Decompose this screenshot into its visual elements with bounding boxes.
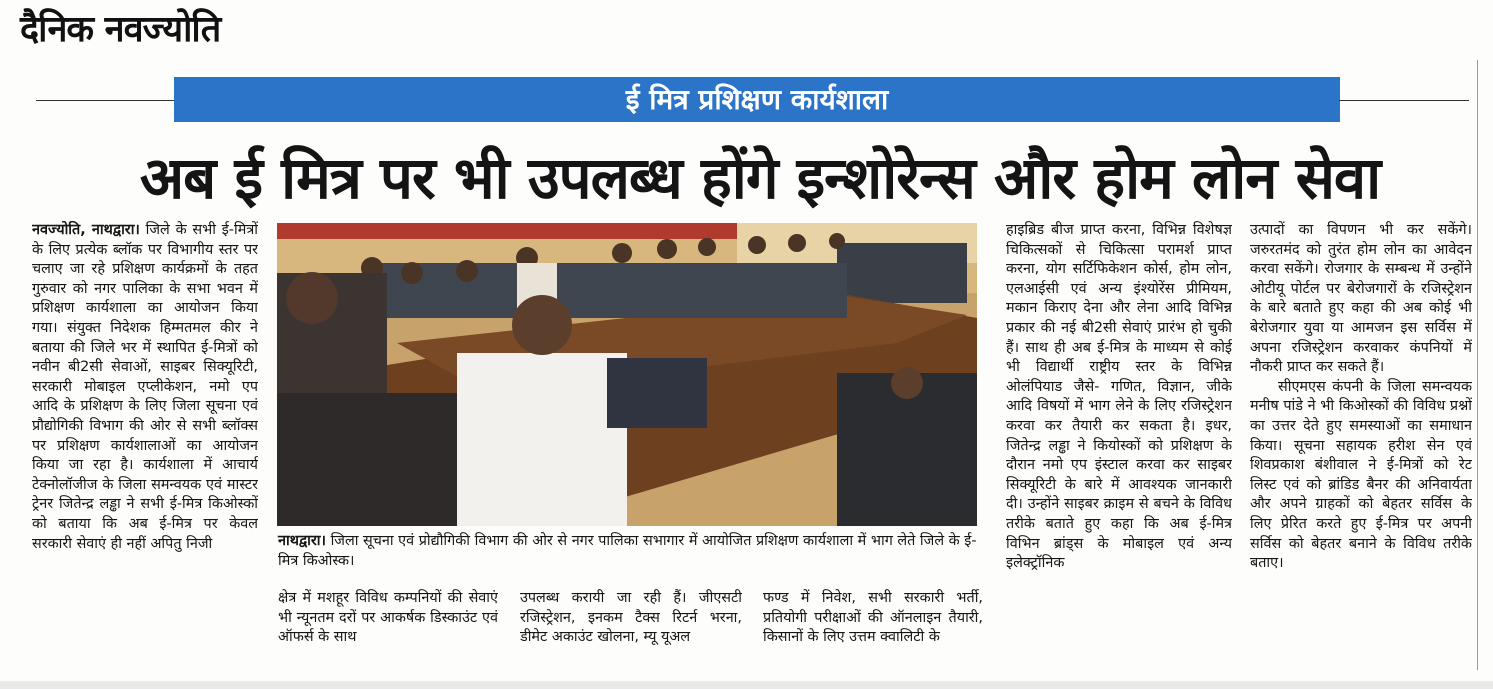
banner-rule-left [36,100,174,101]
news-photo [277,223,977,526]
masthead: दैनिक नवज्योति [20,9,221,50]
article-paragraph [1250,378,1472,574]
article-column-5 [1250,221,1472,671]
section-banner: ई मित्र प्रशिक्षण कार्यशाला [174,77,1340,122]
caption-text: जिला सूचना एवं प्रोद्यौगिकी विभाग की ओर से नगर पालिका सभागार में आयोजित प्रशिक्षण कार्यशाला में भाग लेते जिले के ई-मित्र किओस्क। [278,533,977,569]
article-text-col1: जिले के सभी ई-मित्रों के लिए प्रत्येक ब्लॉक पर विभागीय स्तर पर चलाए जा रहे प्रशिक्षण कार्यक्रमों के तहत गुरुवार को नगर पालिका के सभा भवन में प्रशिक्षण कार्यशाला का आयोजन किया गया। संयुक्त निदेशक हिम्मतमल कीर ने बताया की जिले भर में स्थापित ई-मित्रों को नवीन बी2सी सेवाओं, साइबर सिक्यूरिटी, सरकारी मोबाइल एप्लीकेशन, नमो एप आदि के प्रशिक्षण के लिए जिला सूचना एवं प्रौद्योगिकी विभाग की ओर से सभी ब्लॉक्स पर प्रशिक्षण कार्यशालाओं का आयोजन किया जा रहा है। कार्यशाला में आचार्य टेक्नोलॉजीज के जिला समन्वयक एवं मास्टर ट्रेनर जितेन्द्र लड्ढा ने सभी ई-मित्र किओस्कों को बताया कि अब ई-मित्र पर केवल सरकारी सेवाएं ही नहीं अपितु निजी [32,222,258,552]
dateline: नवज्योति, नाथद्वारा। [32,222,140,238]
headline: अब ई मित्र पर भी उपलब्ध होंगे इन्शोरेन्स और होम लोन सेवा [139,144,1381,212]
article-paragraph-text: सीएमएस कंपनी के जिला समन्वयक मनीष पांडे ने भी किओस्कों की विविध प्रश्नों का उत्तर देते हुए समस्याओं का समाधान किया। सूचना सहायक हरीश सेन एवं शिवप्रकाश बंशीवाल ने ई-मित्रों को रेट लिस्ट एवं को ब्रांडिड बैनर की अनिवार्यता और अपने ग्राहकों को बेहतर सर्विस के लिए प्रेरित करते हुए ई-मित्र पर अपनी सर्विस को बेहतर बनाने के विविध तरीके बताए। [1250,378,1472,572]
article-column-4: हाइब्रिड बीज प्राप्त करना, विभिन्न विशेषज्ञ चिकित्सकों से चिकित्सा परामर्श प्राप्त करना, योग सर्टिफिकेशन कोर्स, होम लोन, एलआईसी एवं अन्य इंश्योरेंस प्रीमियम, मकान किराए देना और लेना आदि विभिन्न प्रकार की नई बी2सी सेवाएं प्रारंभ हो चुकी हैं। साथ ही अब ई-मित्र के माध्यम से कोई भी विद्यार्थी राष्ट्रीय स्तर के विभिन्न ओलंपियाड जैसे- गणित, विज्ञान, जीके आदि विषयों में भाग लेने के लिए रजिस्ट्रेशन करवा कर तैयारी कर सकता है। इधर, जितेन्द्र लड्ढा ने कियोस्कों को प्रशिक्षण के दौरान नमो एप इंस्टाल करवा कर साइबर सिक्यूरिटी के बारे में आवश्यक जानकारी दी। उन्होंने साइबर क्राइम से बचने के विविध तरीके बताते हुए कहा कि अब ई-मित्र विभिन ब्रांड्स के मोबाइल एवं अन्य इलेक्ट्रॉनिक [1006,222,1232,572]
article-column-1 [32,221,258,671]
banner-rule-right [1339,100,1469,101]
photo-caption [278,531,982,581]
article-subcolumn-3: फण्ड में निवेश, सभी सरकारी भर्ती, प्रतियोगी परीक्षाओं की ऑनलाइन तैयारी, किसानों के लिए उत्तम क्वालिटी के [763,590,983,646]
article-subcolumn-2: उपलब्ध करायी जा रही हैं। जीएसटी रजिस्ट्रेशन, इनकम टैक्स रिटर्न भरना, डीमेट अकाउंट खोलना, म्यू यूअल [520,590,742,646]
article-subcolumn-1: क्षेत्र में मशहूर विविध कम्पनियों की सेवाएं भी न्यूनतम दरों पर आकर्षक डिस्काउंट एवं ऑफर्स के साथ [278,590,498,646]
article-paragraph: उत्पादों का विपणन भी कर सकेंगे। जरुरतमंद को तुरंत होम लोन का आवेदन करवा सकेंगे। रोजगार के सम्बन्ध में उन्होंने ओटीयू पोर्टल पर बेरोजगारों के रजिस्ट्रेशन के बारे बताते हुए कहा की अब कोई भी बेरोजगार युवा या आमजन इस सर्विस में अपना रजिस्ट्रेशन करवाकर कंपनियों में नौकरी प्राप्त कर सकते हैं। [1250,222,1472,376]
caption-place: नाथद्वारा। [278,533,326,549]
page-footer-strip [0,681,1493,689]
